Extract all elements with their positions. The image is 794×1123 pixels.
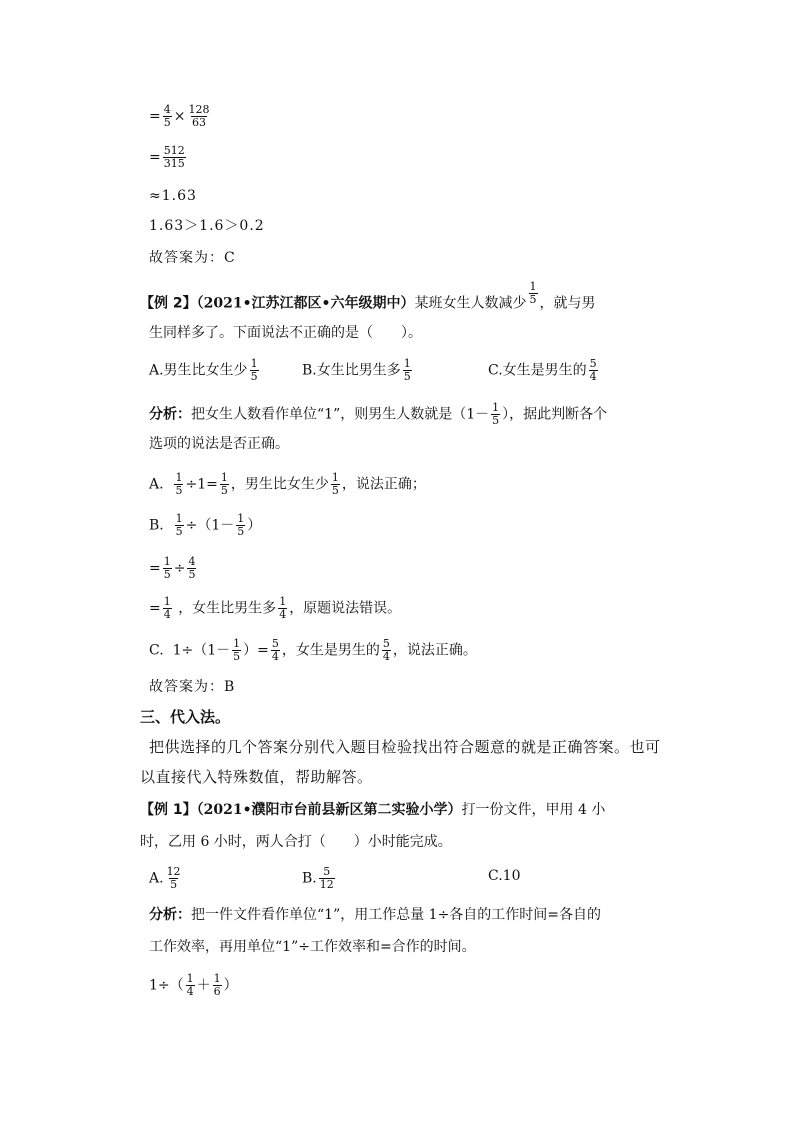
fraction: $\frac{12}{5}$ [166,865,181,891]
multiply-sign: × [173,108,186,125]
fraction: $\frac{1}{4}$ [163,595,171,621]
solution-b [149,513,261,538]
option-c: C.10 [488,868,521,884]
fraction: $\frac{1}{5}$ [237,512,245,538]
analysis-label: 分析： [149,406,191,423]
solution-text: ，说法正确； [341,476,426,493]
solution-label: C. [149,642,164,659]
fraction: $\frac{1}{5}$ [529,280,537,306]
calc-line-1 [149,104,212,129]
solution-text: ，原题说法错误。 [289,600,402,617]
equals-sign: = [149,108,161,125]
fraction: $\frac{1}{5}$ [403,357,411,383]
option-text: C.女生是男生的 [488,362,587,379]
option-b [302,358,414,383]
solution-text: ，女生是男生的 [281,642,380,659]
fraction: $\frac{512}{315}$ [163,144,185,170]
option-text: A. [149,870,164,887]
fraction: $\frac{1}{4}$ [186,972,194,998]
solution-text: ） [247,517,262,534]
equals-sign: = [149,560,161,577]
solution-label: A. [149,476,164,493]
option-text: B. [302,870,317,887]
calc-line-3: ≈1.63 [149,188,197,204]
solution-text: 1÷（1－ [172,642,231,659]
fraction: $\frac{1}{4}$ [279,595,287,621]
solution-text: ，说法正确。 [392,642,477,659]
fraction: $\frac{1}{5}$ [492,401,500,427]
fraction: $\frac{1}{5}$ [163,555,171,581]
question-text: 某班女生人数减少 [414,295,527,312]
fraction: $\frac{1}{5}$ [175,512,183,538]
calc-line [149,973,238,998]
fraction: $\frac{5}{4}$ [589,357,597,383]
fraction: $\frac{4}{5}$ [163,103,171,129]
analysis-text: ），据此判断各个 [502,406,608,423]
option-b [302,866,337,891]
solution-text: ÷1= [185,476,218,493]
section-paragraph-line1: 把供选择的几个答案分别代入题目检验找出符合题意的就是正确答案。也可 [149,738,661,756]
solution-c [149,638,477,663]
divide-sign: ÷ [173,560,186,577]
fraction: $\frac{5}{4}$ [271,637,279,663]
solution-b-step2 [149,556,198,581]
analysis-text: 把女生人数看作单位“1”，则男生人数就是（1－ [191,406,490,423]
question-text: 打一份文件，甲用 4 小 [461,802,606,818]
example2-question-line1 [140,280,596,316]
solution-b-step3 [149,596,401,621]
solution-text: ）= [243,642,269,659]
calc-text: 1÷（ [149,977,184,994]
fraction: $\frac{1}{5}$ [250,357,258,383]
section-heading: 三、代入法。 [140,708,231,726]
question-text: ，就与男 [539,295,596,312]
example1-question-line1 [140,800,605,820]
analysis-line2: 选项的说法是否正确。 [149,436,289,452]
fraction: $\frac{4}{5}$ [188,555,196,581]
fraction: $\frac{5}{4}$ [382,637,390,663]
analysis-text: 把一件文件看作单位“1”，用工作总量 1÷各自的工作时间=各自的 [191,907,602,923]
option-c [488,358,600,383]
example-source: （2021•江苏江都区•六年级期中） [196,295,415,312]
analysis-line2: 工作效率，再用单位“1”÷工作效率和=合作的时间。 [149,939,476,955]
calc-text: ） [223,977,238,994]
solution-text: ÷（1－ [185,517,235,534]
example-tag: 【例 1】 [140,802,197,818]
option-a [149,358,261,383]
example2-question-line2: 生同样多了。下面说法不正确的是（ ）。 [149,325,422,341]
answer-line: 故答案为：C [149,250,236,266]
calc-line-2 [149,145,188,170]
example1-question-line2: 时，乙用 6 小时，两人合打（ ）小时能完成。 [140,834,452,850]
fraction: $\frac{1}{5}$ [175,471,183,497]
plus-sign: ＋ [196,977,211,994]
fraction: $\frac{1}{6}$ [213,972,221,998]
equals-sign: = [149,149,161,166]
example-tag: 【例 2】 [140,295,197,312]
solution-a [149,472,426,497]
example-source: （2021•濮阳市台前县新区第二实验小学） [196,802,462,818]
analysis-line1 [149,402,607,427]
answer-line: 故答案为：B [149,679,236,695]
calc-line-4: 1.63＞1.6＞0.2 [149,218,265,234]
analysis-line1 [149,905,601,925]
fraction: $\frac{1}{5}$ [220,471,228,497]
fraction: $\frac{1}{5}$ [233,637,241,663]
solution-text: ，男生比女生少 [230,476,329,493]
fraction: $\frac{5}{12}$ [319,865,334,891]
analysis-label: 分析： [149,907,191,923]
section-paragraph-line2: 以直接代入特殊数值，帮助解答。 [140,768,373,786]
equals-sign: = [149,600,161,617]
option-text: B.女生比男生多 [302,362,401,379]
fraction: $\frac{128}{63}$ [188,103,210,129]
option-a [149,866,184,891]
option-text: A.男生比女生少 [149,362,248,379]
solution-text: ，女生比男生多 [178,600,277,617]
solution-label: B. [149,517,164,534]
fraction: $\frac{1}{5}$ [331,471,339,497]
